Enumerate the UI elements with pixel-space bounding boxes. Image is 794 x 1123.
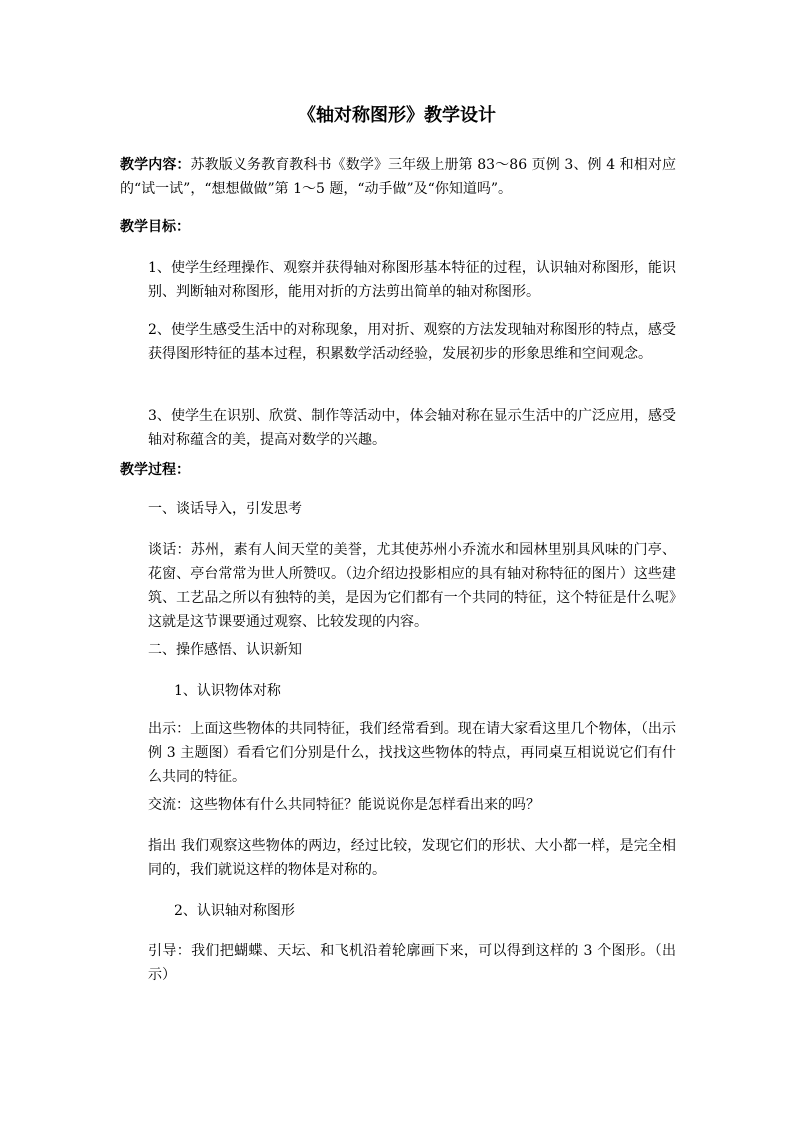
sub1-paragraph-3: 指出 我们观察这些物体的两边，经过比较，发现它们的形状、大小都一样，是完全相同的，我们就说这样的物体是对称的。 xyxy=(148,838,676,878)
process-heading: 教学过程： xyxy=(120,462,190,478)
teaching-content-paragraph xyxy=(120,153,676,201)
teaching-content-text: 苏教版义务教育教科书《数学》三年级上册第 83～86 页例 3、例 4 和相对应的“试一试”，“想想做做”第 1～5 题，“动手做”及“你知道吗”。 xyxy=(120,157,676,197)
sub2-paragraph-1: 引导：我们把蝴蝶、天坛、和飞机沿着轮廓画下来，可以得到这样的 3 个图形。（出示） xyxy=(148,943,676,983)
goal-item-3: 3、使学生在识别、欣赏、制作等活动中，体会轴对称在显示生活中的广泛应用，感受轴对称蕴含的美，提高对数学的兴趣。 xyxy=(148,408,676,448)
sub1-paragraph-2: 交流：这些物体有什么共同特征？能说说你是怎样看出来的吗？ xyxy=(148,797,540,813)
section1-heading: 一、谈话导入，引发思考 xyxy=(148,501,302,517)
sub1-paragraph-1: 出示：上面这些物体的共同特征，我们经常看到。现在请大家看这里几个物体，（出示例 3 主题图）看看它们分别是什么，找找这些物体的特点，再同桌互相说说它们有什么共同的特征。 xyxy=(148,721,676,785)
goals-heading: 教学目标： xyxy=(120,219,190,235)
goal-item-1: 1、使学生经理操作、观察并获得轴对称图形基本特征的过程，认识轴对称图形，能识别、判断轴对称图形，能用对折的方法剪出简单的轴对称图形。 xyxy=(148,260,676,300)
sub1-heading: 1、认识物体对称 xyxy=(174,683,281,699)
document-title: 《轴对称图形》教学设计 xyxy=(298,105,496,126)
goal-item-2: 2、使学生感受生活中的对称现象，用对折、观察的方法发现轴对称图形的特点，感受获得图形特征的基本过程，积累数学活动经验，发展初步的形象思维和空间观念。 xyxy=(148,322,676,362)
teaching-content-label: 教学内容： xyxy=(120,157,191,173)
sub2-heading: 2、认识轴对称图形 xyxy=(174,903,295,919)
section2-heading: 二、操作感悟、认识新知 xyxy=(148,642,302,658)
section1-paragraph: 谈话：苏州，素有人间天堂的美誉，尤其使苏州小乔流水和园林里别具风味的门亭、花窗、亭台常常为世人所赞叹。（边介绍边投影相应的具有轴对称特征的图片）这些建筑、工艺品之所以有独特的美，是因为它们都有一个共同的特征，这个特征是什么呢》这就是这节课要通过观察、比较发现的内容。 xyxy=(148,542,676,630)
